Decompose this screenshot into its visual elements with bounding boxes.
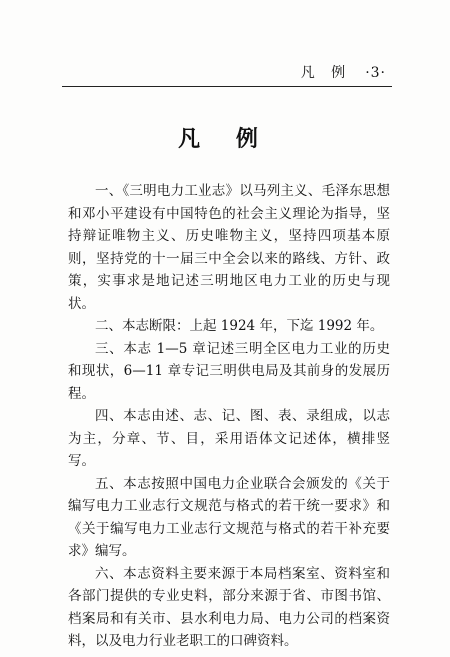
- page-number: ·3·: [365, 65, 386, 81]
- paragraph-5: 五、本志按照中国电力企业联合会颁发的《关于编写电力工业志行文规范与格式的若干统一要求》和《关于编写电力工业志行文规范与格式的若干补充要求》编写。: [68, 475, 390, 559]
- paragraph-1: 一、《三明电力工业志》以马列主义、毛泽东思想和邓小平建设有中国特色的社会主义理论为指导，坚持辩证唯物主义、历史唯物主义，坚持四项基本原则，坚持党的十一届三中全会以来的路线、方针、政策，实事求是地记述三明地区电力工业的历史与现状。: [68, 183, 390, 312]
- body-text: [68, 180, 390, 653]
- page-title: 凡 例: [178, 126, 272, 152]
- paragraph-2: 二、本志断限：上起 1924 年，下迄 1992 年。: [95, 318, 384, 334]
- running-head: [301, 62, 386, 82]
- header-rule: [62, 86, 392, 87]
- paragraph-6: 六、本志资料主要来源于本局档案室、资料室和各部门提供的专业史料，部分来源于省、市图书馆、档案局和有关市、县水利电力局、电力公司的档案资料，以及电力行业老职工的口碑资料。: [68, 565, 390, 649]
- paragraph-3: 三、本志 1—5 章记述三明全区电力工业的历史和现状，6—11 章专记三明供电局及其前身的发展历程。: [68, 340, 390, 402]
- paragraph-4: 四、本志由述、志、记、图、表、录组成，以志为主，分章、节、目，采用语体文记述体，横排竖写。: [68, 408, 390, 469]
- running-head-title: 凡 例: [300, 65, 352, 81]
